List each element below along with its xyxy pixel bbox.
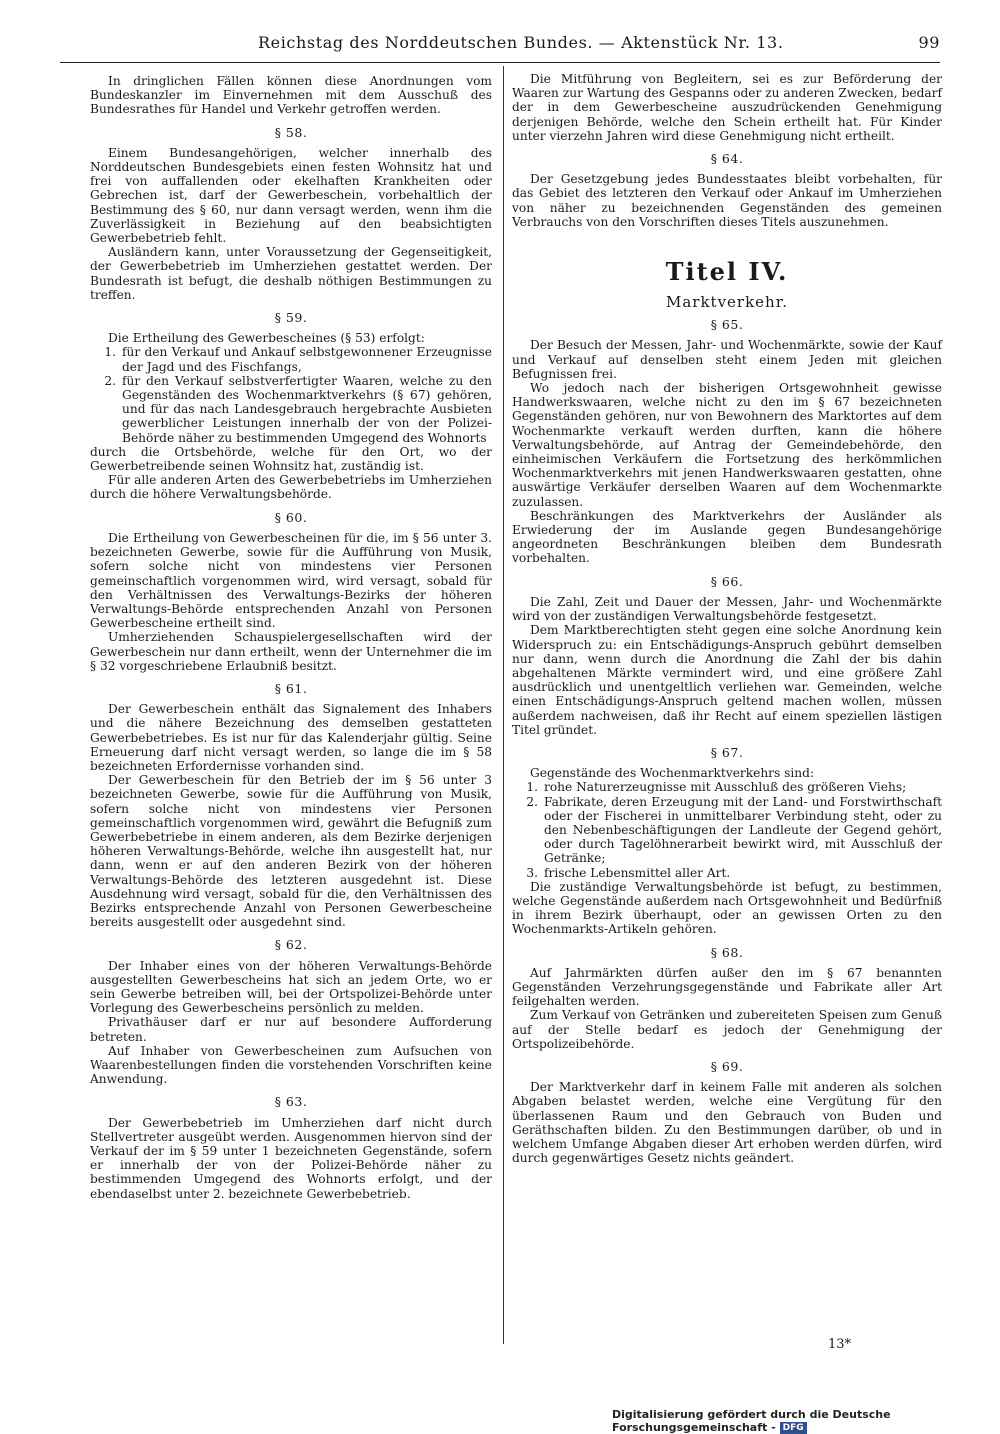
section-heading-59: § 59. <box>274 310 308 326</box>
section-heading-61: § 61. <box>274 680 308 696</box>
list-item <box>512 780 942 794</box>
paragraph: Ausländern kann, unter Voraussetzung der Gegenseitigkeit, der Gewerbebetrieb im Umherziehen gestattet werden. Der Bundesrath ist befugt, die deshalb nöthigen Bestimmungen zu treffen. <box>90 245 492 302</box>
paragraph: Die Mitführung von Begleitern, sei es zur Beförderung der Waaren zur Wartung des Gespanns oder zu anderen Zwecken, bedarf der in dem Gewerbescheine auszudrückenden Genehmigung derjenigen Behörde, welche den Schein ertheilt hat. Für Kinder unter vierzehn Jahren wird diese Genehmigung nicht ertheilt. <box>512 72 942 143</box>
dfg-logo: DFG <box>780 1422 807 1434</box>
running-head-title: Reichstag des Norddeutschen Bundes. — Aktenstück Nr. 13. <box>258 33 784 52</box>
left-column <box>90 74 492 1201</box>
section-heading-63: § 63. <box>274 1094 308 1110</box>
title-subheading: Marktverkehr. <box>665 293 789 312</box>
list-item-text: rohe Naturerzeugnisse mit Ausschluß des größeren Viehs; <box>544 780 907 795</box>
enumerated-list <box>90 345 492 444</box>
paragraph: Umherziehenden Schauspielergesellschaften wird der Gewerbeschein nur dann ertheilt, wenn der Unternehmer die im § 32 vorgeschriebene Erlaubniß besitzt. <box>90 630 492 673</box>
paragraph: Der Gewerbeschein für den Betrieb der im § 56 unter 3 bezeichneten Gewerbe, sowie für die Aufführung von Musik, sofern solche nicht von mindestens vier Personen gemeinschaftlich vorgenommen wird, gewährt die Befugniß zum Gewerbebetriebe in einem anderen, als dem Bezirke derjenigen höheren Verwaltungs-Behörde, welche ihn ausgestellt hat, nur dann, wenn er auf den anderen Bezirk von der höheren Verwaltungs-Behörde des letzteren ausgedehnt ist. Diese Ausdehnung wird versagt, sobald für die, den Verhältnissen des Bezirks entsprechende Anzahl von Personen Gewerbescheine bereits ausgestellt oder ausgedehnt sind. <box>90 773 492 930</box>
list-item <box>90 345 492 373</box>
paragraph: durch die Ortsbehörde, welche für den Ort, wo der Gewerbetreibende seinen Wohnsitz hat, zuständig ist. <box>90 444 492 474</box>
paragraph: Der Inhaber eines von der höheren Verwaltungs-Behörde ausgestellten Gewerbescheins hat sich an jedem Orte, wo er sein Gewerbe betreiben will, bei der Ortspolizei-Behörde unter Vorlegung des Gewerbescheins persönlich zu melden. <box>90 958 492 1016</box>
list-item-text: für den Verkauf und Ankauf selbstgewonnener Erzeugnisse der Jagd und des Fischfangs, <box>122 345 492 374</box>
paragraph: Gegenstände des Wochenmarktverkehrs sind: <box>530 766 815 781</box>
list-item-text: frische Lebensmittel aller Art. <box>544 865 731 880</box>
list-item-text: für den Verkauf selbstverfertigter Waaren, welche zu den Gegenständen des Wochenmarktverkehrs (§ 67) gehören, und für das nach Landesgebrauch hergebrachte Ausbieten gewerblicher Leistungen innerhalb der von der Polizei-Behörde näher zu bestimmenden Umgegend des Wohnorts <box>122 373 492 445</box>
paragraph: Zum Verkauf von Getränken und zubereiteten Speisen zum Genuß auf der Stelle bedarf es jedoch der Genehmigung der Ortspolizeibehörde. <box>512 1008 942 1051</box>
paragraph: Für alle anderen Arten des Gewerbebetriebs im Umherziehen durch die höhere Verwaltungsbehörde. <box>90 473 492 502</box>
paragraph: Auf Jahrmärkten dürfen außer den im § 67 benannten Gegenständen Verzehrungsgegenstände und Fabrikate aller Art feilgehalten werden. <box>512 965 942 1009</box>
paragraph: Der Gewerbebetrieb im Umherziehen darf nicht durch Stellvertreter ausgeübt werden. Ausgenommen hiervon sind der Verkauf der im § 59 unter 1 bezeichneten Gegenstände, sofern er innerhalb der von der Polizei-Behörde näher zu bestimmenden Umgegend des Wohnorts erfolgt, und der ebendaselbst unter 2. bezeichnete Gewerbebetrieb. <box>90 1115 492 1201</box>
paragraph: Beschränkungen des Marktverkehrs der Ausländer als Erwiederung der im Auslande gegen Bundesangehörige angeordneten Beschränkungen bleiben dem Bundesrath vorbehalten. <box>512 508 942 566</box>
enumerated-list <box>512 780 942 879</box>
paragraph: Der Gewerbeschein enthält das Signalement des Inhabers und die nähere Bezeichnung des demselben gestatteten Gewerbebetriebes. Es ist nur für das Kalenderjahr gültig. Seine Erneuerung darf nicht versagt werden, so lange die im § 58 bezeichneten Erfordernisse vorhanden sind. <box>90 702 492 773</box>
list-item <box>512 795 942 866</box>
footer-text: Digitalisierung gefördert durch die Deutsche Forschungsgemeinschaft - <box>612 1408 891 1434</box>
paragraph: Wo jedoch nach der bisherigen Ortsgewohnheit gewisse Handwerkswaaren, welche nicht zu den im § 67 bezeichneten Gegenständen gehören, nur von Bewohnern des Marktortes auf dem Wochenmarkte verkauft werden durften, kann die höhere Verwaltungsbehörde, auf Antrag der Gemeindebehörde, den einheimischen Verkäufern die Fortsetzung des herkömmlichen Wochenmarktverkehrs mit jenen Handwerkswaaren gestatten, ohne auswärtige Verkäufer derselben Waaren auf dem Wochenmarkte zuzulassen. <box>512 381 942 509</box>
title-heading: Titel IV. <box>665 257 789 287</box>
list-item <box>512 866 942 880</box>
column-divider <box>503 66 504 1344</box>
page-number: 99 <box>918 33 940 52</box>
section-heading-69: § 69. <box>710 1058 744 1074</box>
signature-mark: 13* <box>828 1337 852 1352</box>
list-item-text: Fabrikate, deren Erzeugung mit der Land- und Forstwirthschaft oder der Fischerei in unmittelbarer Verbindung steht, oder zu den Nebenbeschäftigungen der Landleute der Gegend gehört, oder durch Tagelöhnerarbeit bewirkt wird, mit Ausschluß der Getränke; <box>544 794 942 866</box>
paragraph: Der Gesetzgebung jedes Bundesstaates bleibt vorbehalten, für das Gebiet des letzteren den Verkauf oder Ankauf im Umherziehen von näher zu bezeichnenden Gegenständen des gemeinen Verbrauchs von den Vorschriften dieses Titels auszunehmen. <box>512 172 942 229</box>
list-item <box>90 374 492 445</box>
list-item-number: 3. <box>526 865 538 880</box>
digitization-footer <box>612 1408 1000 1434</box>
section-heading-62: § 62. <box>274 937 308 953</box>
list-item-number: 1. <box>526 780 538 795</box>
section-heading-66: § 66. <box>710 573 744 589</box>
section-heading-58: § 58. <box>274 124 308 140</box>
paragraph: Privathäuser darf er nur auf besondere Aufforderung betreten. <box>90 1015 492 1044</box>
paragraph: Der Besuch der Messen, Jahr- und Wochenmärkte, sowie der Kauf und Verkauf auf denselben steht einem Jeden mit gleichen Befugnissen frei. <box>512 338 942 381</box>
header-rule <box>60 62 940 63</box>
paragraph: Auf Inhaber von Gewerbescheinen zum Aufsuchen von Waarenbestellungen finden die vorstehenden Vorschriften keine Anwendung. <box>90 1043 492 1087</box>
paragraph: Die Zahl, Zeit und Dauer der Messen, Jahr- und Wochenmärkte wird von der zuständigen Verwaltungsbehörde festgesetzt. <box>512 594 942 624</box>
paragraph: In dringlichen Fällen können diese Anordnungen vom Bundeskanzler im Einvernehmen mit dem Ausschuß des Bundesrathes für Handel und Verkehr getroffen werden. <box>90 74 492 117</box>
right-column <box>512 72 942 1165</box>
section-heading-64: § 64. <box>710 151 744 167</box>
paragraph: Der Marktverkehr darf in keinem Falle mit anderen als solchen Abgaben belastet werden, welche eine Vergütung für den überlassenen Raum und den Gebrauch von Buden und Geräthschaften bilden. Zu den Bestimmungen darüber, ob und in welchem Umfange Abgaben dieser Art erhoben werden dürfen, wird durch gegenwärtiges Gesetz nichts geändert. <box>512 1080 942 1166</box>
paragraph: Die zuständige Verwaltungsbehörde ist befugt, zu bestimmen, welche Gegenstände außerdem nach Ortsgewohnheit und Bedürfniß in ihrem Bezirk überhaupt, oder an gewissen Orten zu den Wochenmarkts-Artikeln gehören. <box>512 879 942 937</box>
paragraph: Einem Bundesangehörigen, welcher innerhalb des Norddeutschen Bundesgebiets einen festen Wohnsitz hat und frei von auffallenden oder ekelhaften Krankheiten oder Gebrechen ist, darf der Gewerbeschein, vorbehaltlich der Bestimmung des § 60, nur dann versagt werden, wenn ihm die Zuverlässigkeit in Beziehung auf den beabsichtigten Gewerbebetrieb fehlt. <box>90 145 492 246</box>
section-heading-67: § 67. <box>710 744 744 760</box>
list-item-number: 2. <box>104 373 116 388</box>
paragraph: Die Ertheilung des Gewerbescheines (§ 53) erfolgt: <box>108 331 425 346</box>
paragraph: Die Ertheilung von Gewerbescheinen für die, im § 56 unter 3. bezeichneten Gewerbe, sowie für die Aufführung von Musik, sofern solche nicht von mindestens vier Personen gemeinschaftlich vorgenommen wird, wird versagt, sobald für den Verhältnissen des Verwaltungs-Bezirks der höheren Verwaltungs-Behörde entsprechenden Anzahl von Personen Gewerbescheine ertheilt sind. <box>90 530 492 631</box>
list-item-number: 2. <box>526 794 538 809</box>
list-item-number: 1. <box>104 345 116 360</box>
section-heading-60: § 60. <box>274 509 308 525</box>
running-head <box>60 30 940 56</box>
section-heading-65: § 65. <box>710 317 744 333</box>
section-heading-68: § 68. <box>710 944 744 960</box>
paragraph: Dem Marktberechtigten steht gegen eine solche Anordnung kein Widerspruch zu: ein Entschädigungs-Anspruch gebührt demselben nur dann, wenn durch die Anordnung die Zahl der bis dahin abgehaltenen Märkte vermindert wird, und eine größere Zahl ausdrücklich und unentgeltlich verliehen war. Gemeinden, welche einen Entschädigungs-Anspruch geltend machen wollen, müssen außerdem nachweisen, daß ihr Recht auf einem speziellen lästigen Titel gründet. <box>512 623 942 737</box>
